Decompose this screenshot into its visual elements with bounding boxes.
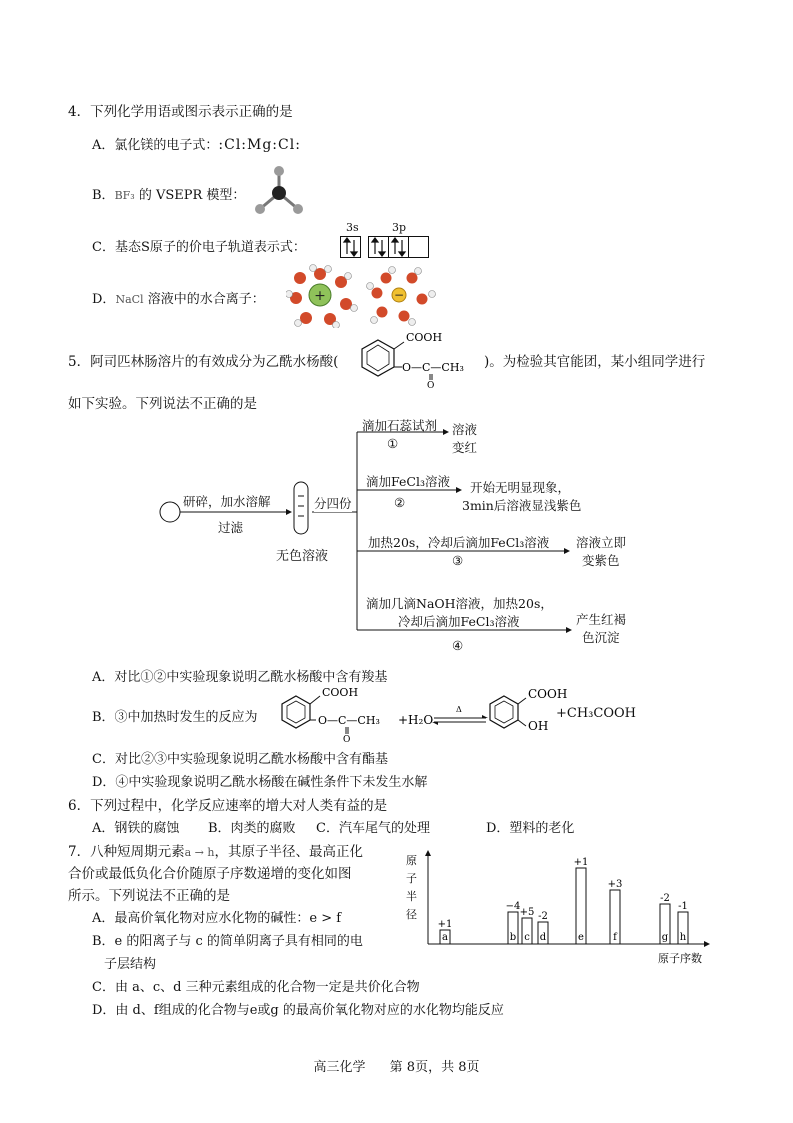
- svg-text:−: −: [393, 288, 405, 302]
- q4-stem: 4．下列化学用语或图示表示正确的是: [68, 104, 293, 120]
- q7-stem-line1: [68, 840, 363, 860]
- q5-stem-line1-text: 5．阿司匹林肠溶片的有效成分为乙酰水杨酸(: [68, 354, 339, 370]
- q4-option-c: C．基态S原子的价电子轨道表示式：: [92, 240, 306, 255]
- branch1-condition: 滴加石蕊试剂: [362, 418, 438, 433]
- q4-option-d-prefix: D．: [92, 292, 116, 307]
- branch4-condition-1: 滴加几滴NaOH溶液，加热20s，: [366, 596, 553, 611]
- branch3-result-1: 溶液立即: [576, 535, 627, 550]
- svg-text:+: +: [314, 288, 326, 304]
- q4-option-d-formula: NaCl: [115, 293, 144, 306]
- q4-option-d-suffix: 溶液中的水合离子：: [143, 292, 265, 307]
- element-bar-label-b: b: [509, 932, 517, 943]
- chart-ylabel-1: 原: [406, 854, 417, 867]
- q4-option-d: [92, 288, 265, 307]
- q7-stem-line2: 合价或最低负化合价随原子序数递增的变化如图: [68, 866, 352, 882]
- q7-option-b-line2: 子层结构: [104, 957, 157, 972]
- element-bar-label-h: h: [679, 932, 687, 943]
- page-footer: [0, 1056, 793, 1075]
- aspirin-chain-label: O—C—CH₃: [402, 361, 464, 374]
- s-orbital-diagram-icon: [340, 236, 440, 260]
- q4-option-a-formula: :Cl:Mg:Cl:: [218, 137, 301, 153]
- element-valence-f: +3: [607, 879, 623, 890]
- aspirin-cooh-label: COOH: [406, 331, 443, 344]
- branch2-number: ②: [394, 495, 406, 510]
- branch4-number: ④: [452, 638, 464, 653]
- footer-page: 第 8页，共 8页: [389, 1060, 480, 1075]
- bf3-vsepr-model-icon: [248, 163, 310, 221]
- element-valence-b: −4: [505, 901, 521, 912]
- q7-option-a: A．最高价氧化物对应水化物的碱性：e > f: [92, 911, 342, 926]
- chart-ylabel-2: 子: [406, 872, 417, 885]
- element-bar-label-g: g: [661, 932, 669, 943]
- q4-option-b-prefix: B．: [92, 188, 115, 203]
- flow-split-label: 分四份: [314, 496, 352, 511]
- q4-option-b-formula: BF₃: [114, 189, 135, 202]
- branch3-number: ③: [452, 553, 464, 568]
- branch3-result-2: 变紫色: [582, 553, 620, 568]
- aspirin-structure-icon: [356, 326, 484, 388]
- flow-tube-label: 无色溶液: [276, 549, 329, 564]
- element-valence-c: +5: [519, 907, 535, 918]
- branch4-result-2: 色沉淀: [582, 630, 620, 645]
- branch1-number: ①: [387, 436, 399, 451]
- branch2-result-2: 3min后溶液显浅紫色: [462, 498, 582, 513]
- q5-option-c: C．对比②③中实验现象说明乙酰水杨酸中含有酯基: [92, 752, 388, 767]
- q7-option-d: D．由 d、f组成的化合物与e或g 的最高价氧化物对应的水化物均能反应: [92, 1003, 504, 1018]
- reactant-o-label: O: [343, 735, 351, 744]
- reactant-chain-label: O—C—CH₃: [318, 714, 380, 727]
- q7-option-b-line1: B．e 的阳离子与 c 的简单阴离子具有相同的电: [92, 934, 363, 949]
- branch2-condition: 滴加FeCl₃溶液: [366, 474, 450, 489]
- q4-option-a-text: A．氯化镁的电子式：: [92, 138, 219, 153]
- q5-stem-line2: 如下实验。下列说法不正确的是: [68, 396, 257, 412]
- q5-option-d: D．④中实验现象说明乙酰水杨酸在碱性条件下未发生水解: [92, 775, 428, 790]
- element-bar-label-c: c: [524, 932, 530, 943]
- q7-option-c: C．由 a、c、d 三种元素组成的化合物一定是共价化合物: [92, 980, 420, 995]
- aspirin-o-label: O: [427, 381, 435, 388]
- q6-option-d: D．塑料的老化: [486, 821, 575, 836]
- chart-ylabel-3: 半: [406, 890, 417, 903]
- element-valence-a: +1: [437, 919, 453, 930]
- plus-acetic-acid-label: +CH₃COOH: [556, 706, 636, 721]
- q5-stem-line1-end: )。为检验其官能团，某小组同学进行: [484, 354, 706, 370]
- q6-stem: 6．下列过程中，化学反应速率的增大对人类有益的是: [68, 798, 388, 814]
- product-cooh-label: COOH: [528, 687, 568, 701]
- test-tube-icon: [294, 482, 308, 534]
- element-valence-h: -1: [678, 901, 688, 912]
- q4-option-b-suffix: 的 VSEPR 模型：: [134, 188, 246, 203]
- flow-start-top: 研碎，加水溶解: [183, 494, 271, 509]
- orbital-label-3p: 3p: [392, 221, 407, 234]
- element-bar-label-a: a: [442, 932, 448, 943]
- element-bar-label-e: e: [578, 932, 584, 943]
- q7-stem-line3: 所示。下列说法不正确的是: [68, 888, 230, 904]
- reactant-cooh-label: COOH: [322, 686, 359, 699]
- product-oh-label: OH: [528, 719, 549, 733]
- q7-stem-line1-b: ，其原子半径、最高正化: [214, 844, 363, 860]
- element-bar-label-d: d: [539, 932, 547, 943]
- plus-water-label: +H₂O: [398, 713, 434, 727]
- q7-stem-range: a → h: [184, 846, 215, 859]
- q4-option-a: [92, 134, 301, 153]
- element-valence-d: -2: [538, 911, 548, 922]
- branch4-condition-2: 冷却后滴加FeCl₃溶液: [398, 614, 520, 629]
- q7-stem-line1-a: 7．八种短周期元素: [68, 844, 185, 860]
- q6-option-b: B．肉类的腐败: [208, 821, 296, 836]
- branch4-result-1: 产生红褐: [576, 612, 627, 627]
- branch1-result-1: 溶液: [452, 422, 478, 437]
- branch3-condition: 加热20s，冷却后滴加FeCl₃溶液: [368, 535, 550, 550]
- q5-option-a: A．对比①②中实验现象说明乙酰水杨酸中含有羧基: [92, 670, 388, 685]
- branch2-result-1: 开始无明显现象，: [470, 480, 571, 495]
- element-chart: [404, 848, 724, 970]
- footer-subject: 高三化学: [313, 1060, 366, 1075]
- q4-option-b: [92, 184, 245, 203]
- flow-start-bottom: 过滤: [218, 520, 244, 535]
- orbital-label-3s: 3s: [346, 221, 359, 234]
- hydrated-ions-icon: [286, 264, 446, 328]
- branch1-result-2: 变红: [452, 440, 478, 455]
- q6-option-a: A．钢铁的腐蚀: [92, 821, 180, 836]
- chart-ylabel-4: 径: [406, 908, 417, 921]
- q6-option-c: C．汽车尾气的处理: [316, 821, 430, 836]
- element-bar-label-f: f: [613, 932, 617, 943]
- chart-xlabel: 原子序数: [658, 952, 702, 965]
- element-valence-e: +1: [573, 857, 589, 868]
- q5-stem-line1: [68, 350, 338, 370]
- tablet-icon: [160, 502, 180, 522]
- element-valence-g: -2: [660, 893, 670, 904]
- q5-option-b-prefix: B．③中加热时发生的反应为: [92, 710, 258, 725]
- delta-label: Δ: [456, 705, 462, 714]
